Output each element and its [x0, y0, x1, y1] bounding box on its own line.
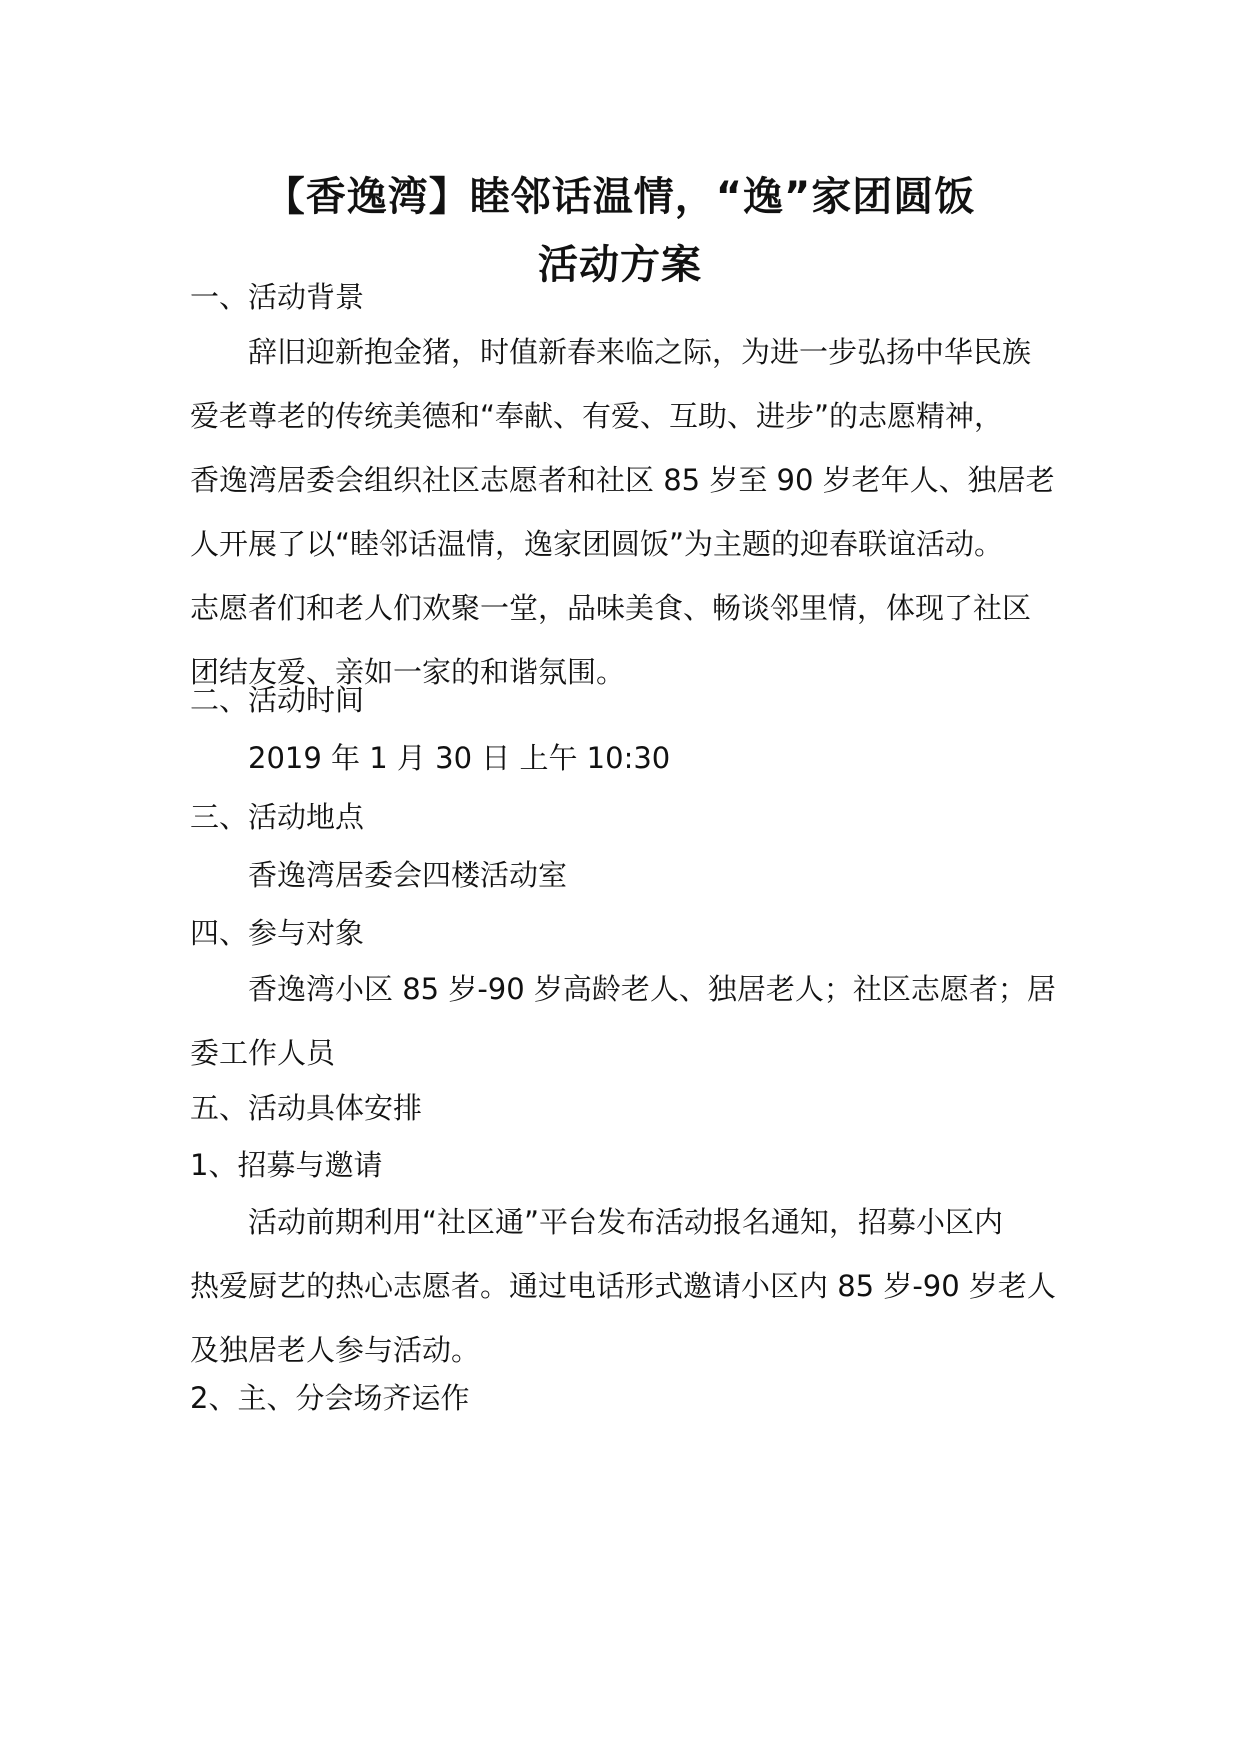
- page-title: 【香逸湾】睦邻话温情，“逸”家团圆饭: [264, 174, 976, 220]
- paragraph-line: 香逸湾居委会组织社区志愿者和社区 85 岁至 90 岁老年人、独居老: [190, 463, 1055, 497]
- paragraph-line: 及独居老人参与活动。: [190, 1333, 481, 1367]
- event-location: 香逸湾居委会四楼活动室: [248, 858, 568, 892]
- recruit-paragraph: [190, 1190, 1056, 1382]
- paragraph-line: 爱老尊老的传统美德和“奉献、有爱、互助、进步”的志愿精神，: [190, 399, 1004, 433]
- page-subtitle: 活动方案: [538, 242, 702, 288]
- paragraph-line: 团结友爱、亲如一家的和谐氛围。: [190, 655, 626, 689]
- subsection-heading-venues: 2、主、分会场齐运作: [190, 1381, 470, 1415]
- event-time: 2019 年 1 月 30 日 上午 10:30: [248, 741, 671, 775]
- section-heading-time: 二、活动时间: [190, 683, 365, 717]
- subsection-heading-recruit: 1、招募与邀请: [190, 1148, 383, 1182]
- background-paragraph: [190, 320, 1055, 704]
- section-heading-location: 三、活动地点: [190, 800, 365, 834]
- section-heading-background: 一、活动背景: [190, 280, 365, 314]
- paragraph-line: 香逸湾小区 85 岁-90 岁高龄老人、独居老人；社区志愿者；居: [248, 972, 1056, 1006]
- section-heading-participants: 四、参与对象: [190, 916, 365, 950]
- paragraph-line: 志愿者们和老人们欢聚一堂，品味美食、畅谈邻里情，体现了社区: [190, 591, 1032, 625]
- paragraph-line: 人开展了以“睦邻话温情，逸家团圆饭”为主题的迎春联谊活动。: [190, 527, 1004, 561]
- section-heading-arrangement: 五、活动具体安排: [190, 1091, 423, 1125]
- paragraph-line: 委工作人员: [190, 1036, 336, 1070]
- participants-paragraph: [190, 957, 1056, 1085]
- paragraph-line: 辞旧迎新抱金猪，时值新春来临之际，为进一步弘扬中华民族: [248, 335, 1032, 369]
- paragraph-line: 活动前期利用“社区通”平台发布活动报名通知，招募小区内: [248, 1205, 1004, 1239]
- paragraph-line: 热爱厨艺的热心志愿者。通过电话形式邀请小区内 85 岁-90 岁老人: [190, 1269, 1056, 1303]
